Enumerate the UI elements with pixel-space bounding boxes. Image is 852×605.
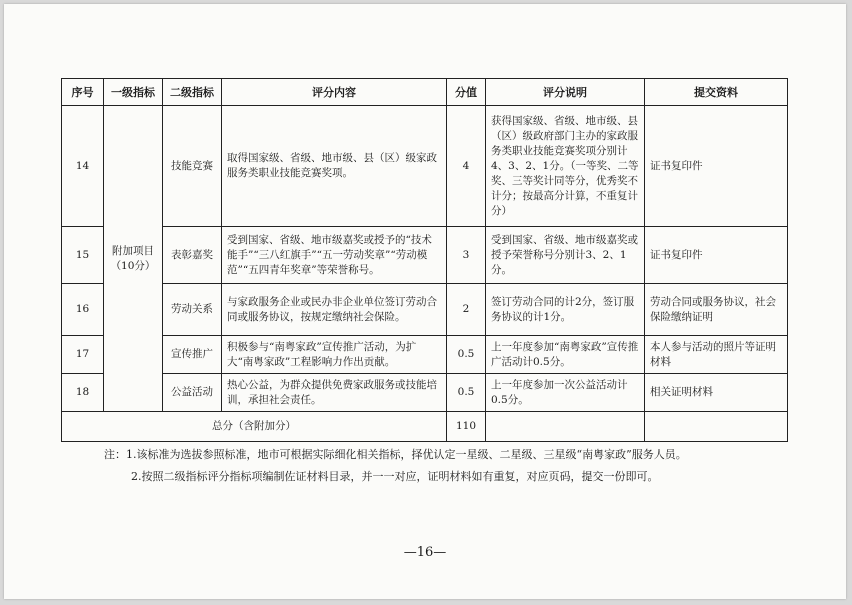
cell-score: 0.5: [447, 374, 486, 412]
cell-content: 受到国家、省级、地市级嘉奖或授予的“技术能手”“三八红旗手”“五一劳动奖章”“劳动模范”“五四青年奖章”等荣誉称号。: [222, 227, 447, 284]
cell-material: 证书复印件: [645, 106, 788, 227]
total-empty-note: [486, 412, 645, 442]
total-row: [62, 412, 788, 442]
cell-serial: 17: [62, 336, 104, 374]
footnotes: [104, 444, 804, 488]
cell-note: 获得国家级、省级、地市级、县（区）级政府部门主办的家政服务类职业技能竞赛奖项分别计4、3、2、1分。（一等奖、二等奖、三等奖计同等分，优秀奖不计分；按最高分计算，不重复计分）: [486, 106, 645, 227]
table-row: [62, 374, 788, 412]
cell-content: 热心公益，为群众提供免费家政服务或技能培训，承担社会责任。: [222, 374, 447, 412]
cell-content: 积极参与“南粤家政”宣传推广活动，为扩大“南粤家政”工程影响力作出贡献。: [222, 336, 447, 374]
table-row: [62, 336, 788, 374]
table-row: [62, 284, 788, 336]
cell-serial: 16: [62, 284, 104, 336]
cell-indicator: 公益活动: [163, 374, 222, 412]
header-score: 分值: [447, 79, 486, 106]
cell-indicator: 表彰嘉奖: [163, 227, 222, 284]
page-number: —16—: [403, 545, 447, 560]
header-note: 评分说明: [486, 79, 645, 106]
header-level1: 一级指标: [104, 79, 163, 106]
header-material: 提交资料: [645, 79, 788, 106]
table-row: [62, 227, 788, 284]
cell-indicator: 劳动关系: [163, 284, 222, 336]
cell-category: [104, 106, 163, 412]
header-level2: 二级指标: [163, 79, 222, 106]
category-label: 附加项目（10分）: [110, 244, 156, 272]
cell-content: 与家政服务企业或民办非企业单位签订劳动合同或服务协议，按规定缴纳社会保险。: [222, 284, 447, 336]
cell-score: 2: [447, 284, 486, 336]
cell-serial: 14: [62, 106, 104, 227]
cell-score: 4: [447, 106, 486, 227]
document-page: [4, 4, 846, 599]
cell-serial: 18: [62, 374, 104, 412]
cell-indicator: 技能竞赛: [163, 106, 222, 227]
cell-score: 3: [447, 227, 486, 284]
total-value: 110: [447, 412, 486, 442]
cell-note: 签订劳动合同的计2分，签订服务协议的计1分。: [486, 284, 645, 336]
footnote-2: 2.按照二级指标评分指标项编制佐证材料目录，并一一对应，证明材料如有重复，对应页码，提交一份即可。: [131, 470, 659, 483]
cell-content: 取得国家级、省级、地市级、县（区）级家政服务类职业技能竞赛奖项。: [222, 106, 447, 227]
cell-score: 0.5: [447, 336, 486, 374]
cell-note: 受到国家、省级、地市级嘉奖或授予荣誉称号分别计3、2、1分。: [486, 227, 645, 284]
cell-material: 本人参与活动的照片等证明材料: [645, 336, 788, 374]
footnote-1: 注：1.该标准为选拔参照标准，地市可根据实际细化相关指标，择优认定一星级、二星级、三星级“南粤家政”服务人员。: [104, 448, 687, 461]
header-content: 评分内容: [222, 79, 447, 106]
cell-note: 上一年度参加“南粤家政”宣传推广活动计0.5分。: [486, 336, 645, 374]
cell-indicator: 宣传推广: [163, 336, 222, 374]
scoring-table: [61, 78, 788, 442]
cell-material: 证书复印件: [645, 227, 788, 284]
table-row: [62, 106, 788, 227]
cell-material: 相关证明材料: [645, 374, 788, 412]
total-empty-material: [645, 412, 788, 442]
cell-note: 上一年度参加一次公益活动计0.5分。: [486, 374, 645, 412]
header-serial: 序号: [62, 79, 104, 106]
cell-material: 劳动合同或服务协议，社会保险缴纳证明: [645, 284, 788, 336]
total-label: 总分（含附加分）: [62, 412, 447, 442]
cell-serial: 15: [62, 227, 104, 284]
table-header-row: [62, 79, 788, 106]
